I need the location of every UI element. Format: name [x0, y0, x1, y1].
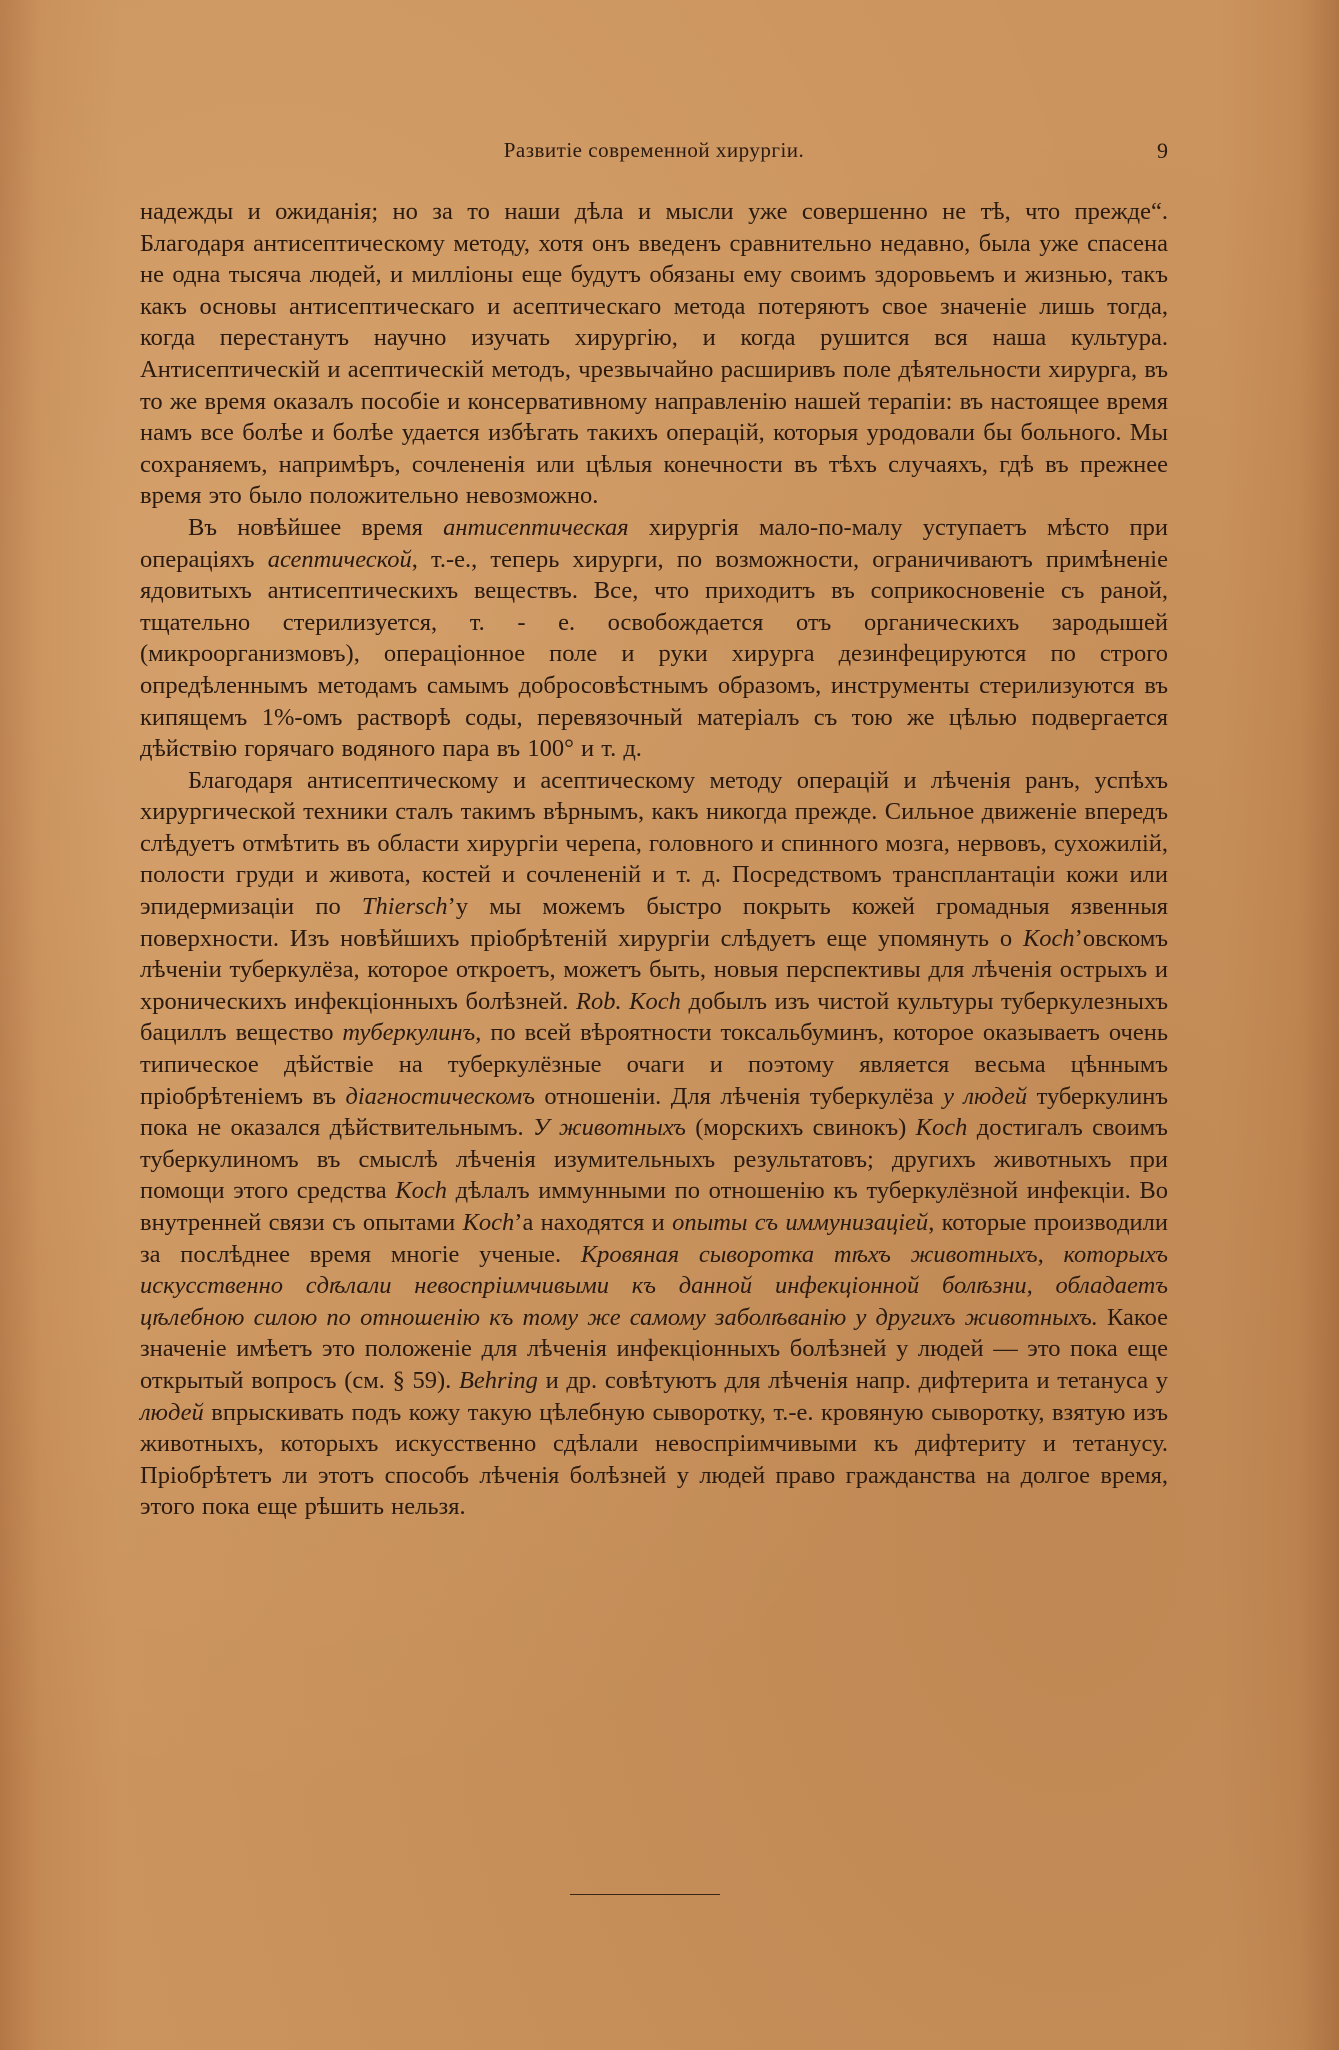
text-run: дѣлалъ иммунными по отношенію къ туберкулёзной инфекціи. Во внутренней связи съ опытами	[140, 1177, 1169, 1236]
italic-text: у людей	[943, 1082, 1028, 1110]
paragraph	[140, 765, 1168, 1523]
italic-text: У животныхъ	[533, 1114, 686, 1142]
italic-text: туберкулинъ	[342, 1019, 476, 1047]
italic-text: Koch	[462, 1209, 515, 1236]
text-run: , по всей вѣроятности токсальбуминъ, которое оказываетъ очень типическое дѣйствіе на туберкулёзные очаги и поэтому является весьма цѣннымъ пріобрѣтеніемъ въ	[140, 1019, 1168, 1110]
running-header	[140, 138, 1168, 166]
text-run: хирургія мало-по-малу уступаетъ мѣсто при операціяхъ	[140, 513, 1168, 573]
text-run: надежды и ожиданія; но за то наши дѣла и мысли уже совершенно не тѣ, что прежде“. Благодаря антисептическому методу, хотя онъ введенъ сравнительно недавно, была уже спасена не одна тысяча людей, и милліоны еще будутъ обязаны ему своимъ здоровьемъ и жизнью, такъ какъ основы антисептическаго и асептическаго метода потеряютъ свое значеніе лишь тогда, когда перестанутъ научно изучать хирургію, и когда рушится вся наша культура. Антисептическій и асептическій методъ, чрезвычайно расширивъ поле дѣятельности хирурга, въ то же время оказалъ пособіе и консервативному направленію нашей терапіи: въ настоящее время намъ все болѣе и болѣе удается избѣгать такихъ операцій, которыя уродовали бы больного. Мы сохраняемъ, напримѣръ, сочлененія или цѣлыя конечности въ тѣхъ случаяхъ, гдѣ въ прежнее время это было положительно невозможно.	[140, 198, 1168, 510]
italic-text: антисептическая	[443, 513, 629, 541]
text-run: туберкулинъ пока не оказался дѣйствительнымъ.	[140, 1082, 1169, 1142]
italic-text: Behring	[458, 1366, 538, 1394]
text-run: , которые производили за послѣднее время многіе ученые.	[140, 1209, 1169, 1268]
end-rule	[570, 1894, 720, 1895]
running-title: Развитіе современной хирургіи.	[503, 138, 805, 162]
paragraph	[140, 196, 1168, 512]
italic-text: опыты съ иммунизаціей	[672, 1209, 929, 1236]
text-run: и др. совѣтуютъ для лѣченія напр. дифтерита и тетануса у	[537, 1366, 1169, 1394]
text-run: добылъ изъ чистой культуры туберкулезныхъ бациллъ вещество	[140, 987, 1168, 1047]
italic-text: Koch	[915, 1114, 968, 1142]
italic-text: Rob. Koch	[575, 987, 681, 1015]
italic-text: діагностическомъ	[345, 1082, 535, 1110]
italic-text: Koch	[1022, 924, 1075, 952]
text-run: ’овскомъ лѣченіи туберкулёза, которое откроетъ, можетъ быть, новыя перспективы для лѣченія острыхъ и хроническихъ инфекціонныхъ болѣзней.	[140, 924, 1168, 1015]
text-run: достигалъ своимъ туберкулиномъ въ смыслѣ лѣченія изумительныхъ результатовъ; другихъ животныхъ при помощи этого средства	[140, 1114, 1168, 1205]
text-run: (морскихъ свинокъ)	[685, 1114, 916, 1142]
text-run: отношеніи. Для лѣченія туберкулёза	[535, 1082, 944, 1110]
text-run: Въ новѣйшее время	[188, 513, 444, 541]
italic-text: асептической	[267, 545, 412, 573]
text-run: Какое значеніе имѣетъ это положеніе для лѣченія инфекціонныхъ болѣзней у людей — это пока еще открытый вопросъ (см. § 59).	[140, 1303, 1168, 1394]
page-number: 9	[1157, 138, 1168, 163]
paragraph	[140, 512, 1168, 765]
italic-text: Кровяная сыворотка тѣхъ животныхъ, которыхъ искусственно сдѣлали невоспріимчивыми къ данной инфекціонной болѣзни, обладаетъ цѣлебною силою по отношенію къ тому же самому заболѣванію у другихъ животныхъ.	[140, 1240, 1168, 1331]
text-run: ’у мы можемъ быстро покрыть кожей громадныя язвенныя поверхности. Изъ новѣйшихъ пріобрѣтеній хирургіи слѣдуетъ еще упомянуть о	[140, 893, 1168, 952]
text-run: ’а находятся и	[514, 1209, 673, 1236]
body-text	[140, 196, 1168, 1523]
italic-text: людей	[140, 1398, 204, 1426]
text-run: , т.-е., теперь хирурги, по возможности, ограничиваютъ примѣненіе ядовитыхъ антисептическихъ веществъ. Все, что приходитъ въ соприкосновеніе съ раной, тщательно стерилизуется, т. - е. освобождается отъ органическихъ зародышей (микроорганизмовъ), операціонное поле и руки хирурга дезинфецируются по строго опредѣленнымъ методамъ самымъ добросовѣстнымъ образомъ, инструменты стерилизуются въ кипящемъ 1%-омъ растворѣ соды, перевязочный матеріалъ съ тою же цѣлью подвергается дѣйствію горячаго водяного пара въ 100° и т. д.	[140, 545, 1168, 763]
text-run: Благодаря антисептическому и асептическому методу операцій и лѣченія ранъ, успѣхъ хирургической техники сталъ такимъ вѣрнымъ, какъ никогда прежде. Сильное движеніе впередъ слѣдуетъ отмѣтить въ области хирургіи черепа, головного и спинного мозга, нервовъ, сухожилій, полости груди и живота, костей и сочлененій и т. д. Посредствомъ трансплантаціи кожи или эпидермизаціи по	[140, 766, 1168, 921]
text-run: впрыскивать подъ кожу такую цѣлебную сыворотку, т.-е. кровяную сыворотку, взятую изъ животныхъ, которыхъ искусственно сдѣлали невоспріимчивыми къ дифтериту и тетанусу. Пріобрѣтетъ ли этотъ способъ лѣченія болѣзней у людей право гражданства на долгое время, этого пока еще рѣшить нельзя.	[140, 1398, 1168, 1521]
italic-text: Thiersch	[361, 893, 448, 921]
italic-text: Koch	[395, 1177, 448, 1205]
